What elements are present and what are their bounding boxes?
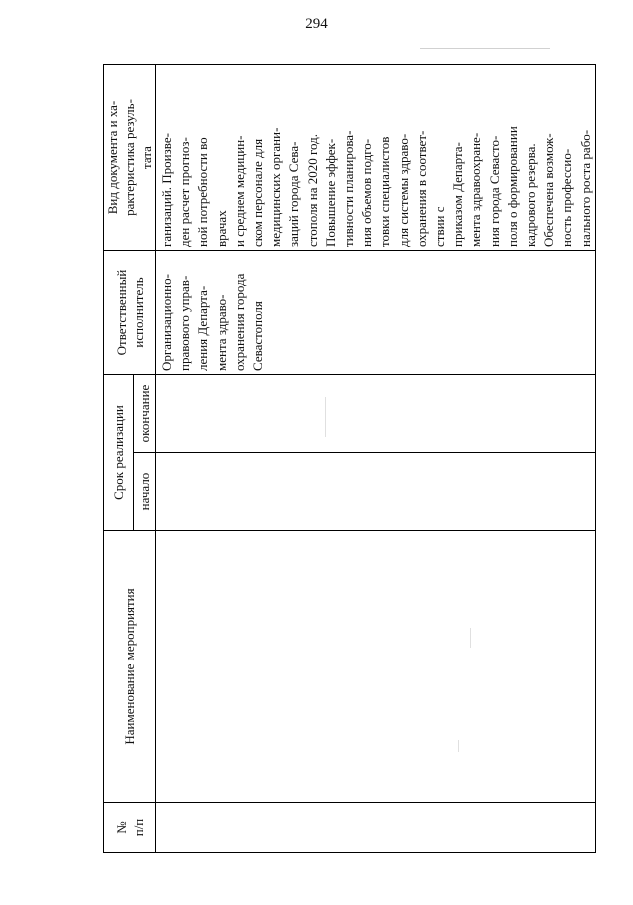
page-number: 294 [305, 16, 328, 32]
doc-line: товки специалистов [377, 136, 393, 247]
header-start: начало [134, 453, 156, 531]
doc-line: ния города Севасто- [486, 135, 502, 247]
header-name: Наименование мероприятия [104, 531, 156, 803]
doc-line: нального роста рабо- [577, 129, 593, 247]
scan-artifact [470, 628, 471, 648]
doc-line: врачах [213, 210, 229, 247]
doc-line: приказом Департа- [450, 142, 466, 247]
doc-line: и среднем медицин- [231, 135, 247, 247]
doc-line: ском персонале для [250, 138, 266, 247]
cell-num [156, 803, 596, 853]
table-header-row [104, 65, 134, 853]
responsible-line: Севастополя [250, 301, 266, 371]
responsible-line: правового управ- [177, 275, 193, 371]
doc-line: ден расчет прогноз- [177, 137, 193, 247]
scan-artifact [458, 740, 459, 752]
doc-line: заций города Сева- [286, 141, 302, 247]
scan-artifact [420, 48, 550, 49]
doc-line: поля о формировании [504, 126, 520, 247]
doc-line: ганизаций. Произве- [159, 133, 174, 247]
table-row [156, 65, 596, 853]
doc-line: охранения в соответ- [413, 130, 429, 247]
scan-artifact [325, 397, 326, 437]
responsible-line: мента здраво- [213, 294, 229, 371]
header-period: Срок реализации [104, 375, 134, 531]
header-num: № п/п [104, 803, 156, 853]
header-responsible: Ответственный исполнитель [104, 251, 156, 375]
doc-line: ния объемов подго- [359, 138, 375, 247]
measures-table [103, 64, 596, 853]
doc-line: Повышение эффек- [322, 138, 338, 247]
doc-line: стополя на 2020 год. [304, 133, 320, 247]
doc-line: для системы здраво- [395, 133, 411, 247]
doc-line: мента здравоохране- [468, 132, 484, 247]
header-doc: Вид документа и ха- рактеристика резуль- тата [104, 65, 156, 251]
cell-start [156, 453, 596, 531]
cell-responsible [156, 251, 596, 375]
doc-line: ствии с [432, 206, 448, 247]
header-end: окончание [134, 375, 156, 453]
cell-end [156, 375, 596, 453]
doc-line: ность профессио- [559, 148, 575, 247]
cell-name [156, 531, 596, 803]
doc-line: ной потребности во [195, 137, 211, 247]
doc-line: медицинских органи- [268, 127, 284, 247]
doc-line: кадрового резерва. [523, 143, 539, 247]
cell-doc [156, 65, 596, 251]
responsible-line: ления Департа- [195, 285, 211, 371]
rotated-table-container [103, 65, 593, 853]
doc-line: тивности планирова- [341, 130, 357, 247]
responsible-line: охранения города [231, 273, 247, 371]
doc-line: Обеспечена возмож- [541, 133, 557, 247]
responsible-line: Организационно- [159, 274, 174, 371]
